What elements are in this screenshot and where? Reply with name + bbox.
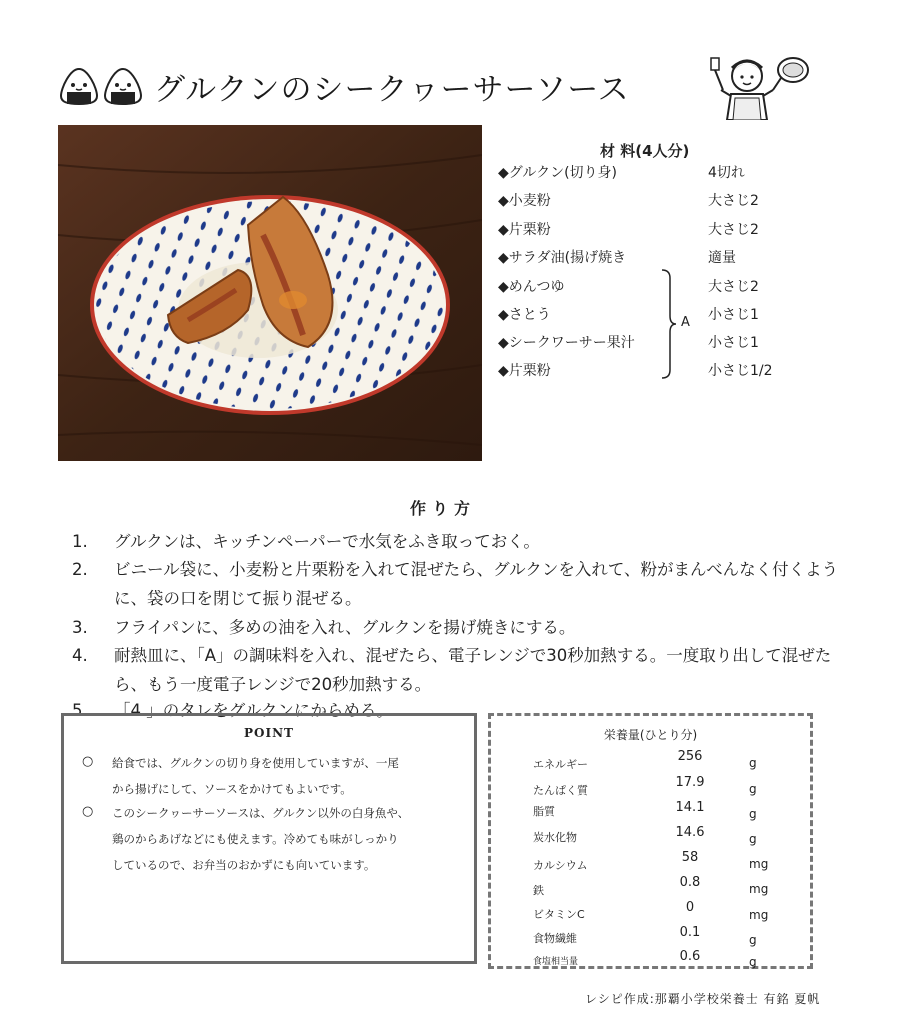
nutrient-value: 0.8	[679, 875, 701, 890]
nutrient-label: 脂質	[533, 805, 555, 818]
point-text: 給食では、グルクンの切り身を使用していますが、一尾	[112, 756, 399, 770]
group-brace	[660, 268, 676, 380]
recipe-credit: レシピ作成:那覇小学校栄養士 有銘 夏帆	[585, 992, 821, 1006]
nutrient-label: 食塩相当量	[533, 957, 579, 967]
step-number: 4.	[72, 646, 88, 665]
nutrient-label: エネルギー	[533, 758, 588, 771]
nutrient-value: 0.1	[679, 925, 701, 940]
nutrient-unit: g	[749, 955, 757, 969]
ingredient-qty: 小さじ1	[708, 307, 759, 323]
nutrient-value: 0.6	[679, 949, 701, 964]
ingredient-qty: 大さじ2	[708, 279, 759, 295]
ingredient-qty: 適量	[708, 250, 736, 266]
ingredient-name: ◆さとう	[498, 307, 551, 323]
nutrient-value: 14.1	[675, 800, 705, 815]
method-step	[72, 613, 852, 642]
ingredient-name: ◆片栗粉	[498, 363, 551, 379]
onigiri-icon	[102, 66, 144, 106]
ingredients-header: 材 料(4人分)	[600, 142, 690, 160]
method-step	[72, 527, 852, 556]
step-number: 2.	[72, 560, 88, 579]
ingredient-name: ◆めんつゆ	[498, 279, 565, 295]
ingredient-name: ◆グルクン(切り身)	[498, 165, 617, 181]
step-number: 1.	[72, 532, 88, 551]
ingredient-qty: 大さじ2	[708, 193, 759, 209]
chef-cooking-icon	[705, 50, 810, 120]
nutrient-label: カルシウム	[533, 859, 588, 872]
nutrient-unit: g	[749, 832, 757, 846]
nutrient-value: 17.9	[675, 775, 705, 790]
method-step	[72, 555, 852, 613]
point-text: から揚げにして、ソースをかけてもよいです。	[112, 782, 352, 796]
nutrient-value: 0	[685, 900, 695, 915]
nutrient-unit: g	[749, 756, 757, 770]
page-title: グルクンのシークヮーサーソース	[154, 71, 630, 108]
step-text: 耐熱皿に、「A」の調味料を入れ、混ぜたら、電子レンジで30秒加熱する。一度取り出して混ぜたら、もう一度電子レンジで20秒加熱する。	[114, 646, 832, 694]
nutrient-label: 鉄	[533, 884, 544, 897]
onigiri-icon	[58, 66, 100, 106]
ingredient-qty: 4切れ	[708, 165, 745, 181]
ingredient-name: ◆サラダ油(揚げ焼き	[498, 250, 627, 266]
group-label: A	[681, 315, 690, 330]
step-number: 5.	[72, 701, 88, 720]
nutrient-unit: mg	[749, 882, 769, 896]
method-step	[72, 641, 852, 699]
nutrition-box	[488, 713, 813, 969]
step-text: グルクンは、キッチンペーパーで水気をふき取っておく。	[114, 532, 540, 551]
dish-photo	[58, 125, 482, 461]
point-box	[61, 713, 477, 964]
nutrient-label: 炭水化物	[533, 831, 577, 844]
nutrient-label: たんぱく質	[533, 784, 588, 797]
nutrient-unit: mg	[749, 857, 769, 871]
bullet-icon: ○	[82, 754, 94, 769]
nutrient-unit: mg	[749, 908, 769, 922]
point-text: しているので、お弁当のおかずにも向いています。	[112, 858, 376, 872]
nutrient-unit: g	[749, 782, 757, 796]
step-text: ビニール袋に、小麦粉と片栗粉を入れて混ぜたら、グルクンを入れて、粉がまんべんなく付くように、袋の口を閉じて振り混ぜる。	[114, 560, 839, 608]
ingredient-qty: 小さじ1/2	[708, 363, 773, 379]
nutrient-label: ビタミンC	[533, 908, 585, 921]
nutrition-header: 栄養量(ひとり分)	[603, 728, 698, 742]
ingredient-qty: 大さじ2	[708, 222, 759, 238]
ingredient-name: ◆小麦粉	[498, 193, 551, 209]
nutrient-value: 58	[681, 850, 699, 865]
nutrient-unit: g	[749, 807, 757, 821]
point-title: POINT	[244, 726, 294, 740]
nutrient-unit: g	[749, 933, 757, 947]
nutrient-label: 食物繊維	[533, 932, 577, 945]
ingredient-name: ◆シークワーサー果汁	[498, 335, 635, 351]
ingredient-qty: 小さじ1	[708, 335, 759, 351]
method-header: 作り方	[410, 499, 477, 518]
bullet-icon: ○	[82, 804, 94, 819]
step-text: 「4.」のタレをグルクンにからめる。	[114, 701, 393, 720]
title-row	[58, 58, 630, 114]
step-text: フライパンに、多めの油を入れ、グルクンを揚げ焼きにする。	[114, 618, 576, 637]
nutrient-value: 14.6	[675, 825, 705, 840]
nutrient-value: 256	[677, 749, 703, 764]
point-text: このシークヮーサーソースは、グルクン以外の白身魚や、	[112, 806, 410, 820]
ingredient-name: ◆片栗粉	[498, 222, 551, 238]
step-number: 3.	[72, 618, 88, 637]
point-text: 鶏のからあげなどにも使えます。冷めても味がしっかり	[112, 832, 399, 846]
